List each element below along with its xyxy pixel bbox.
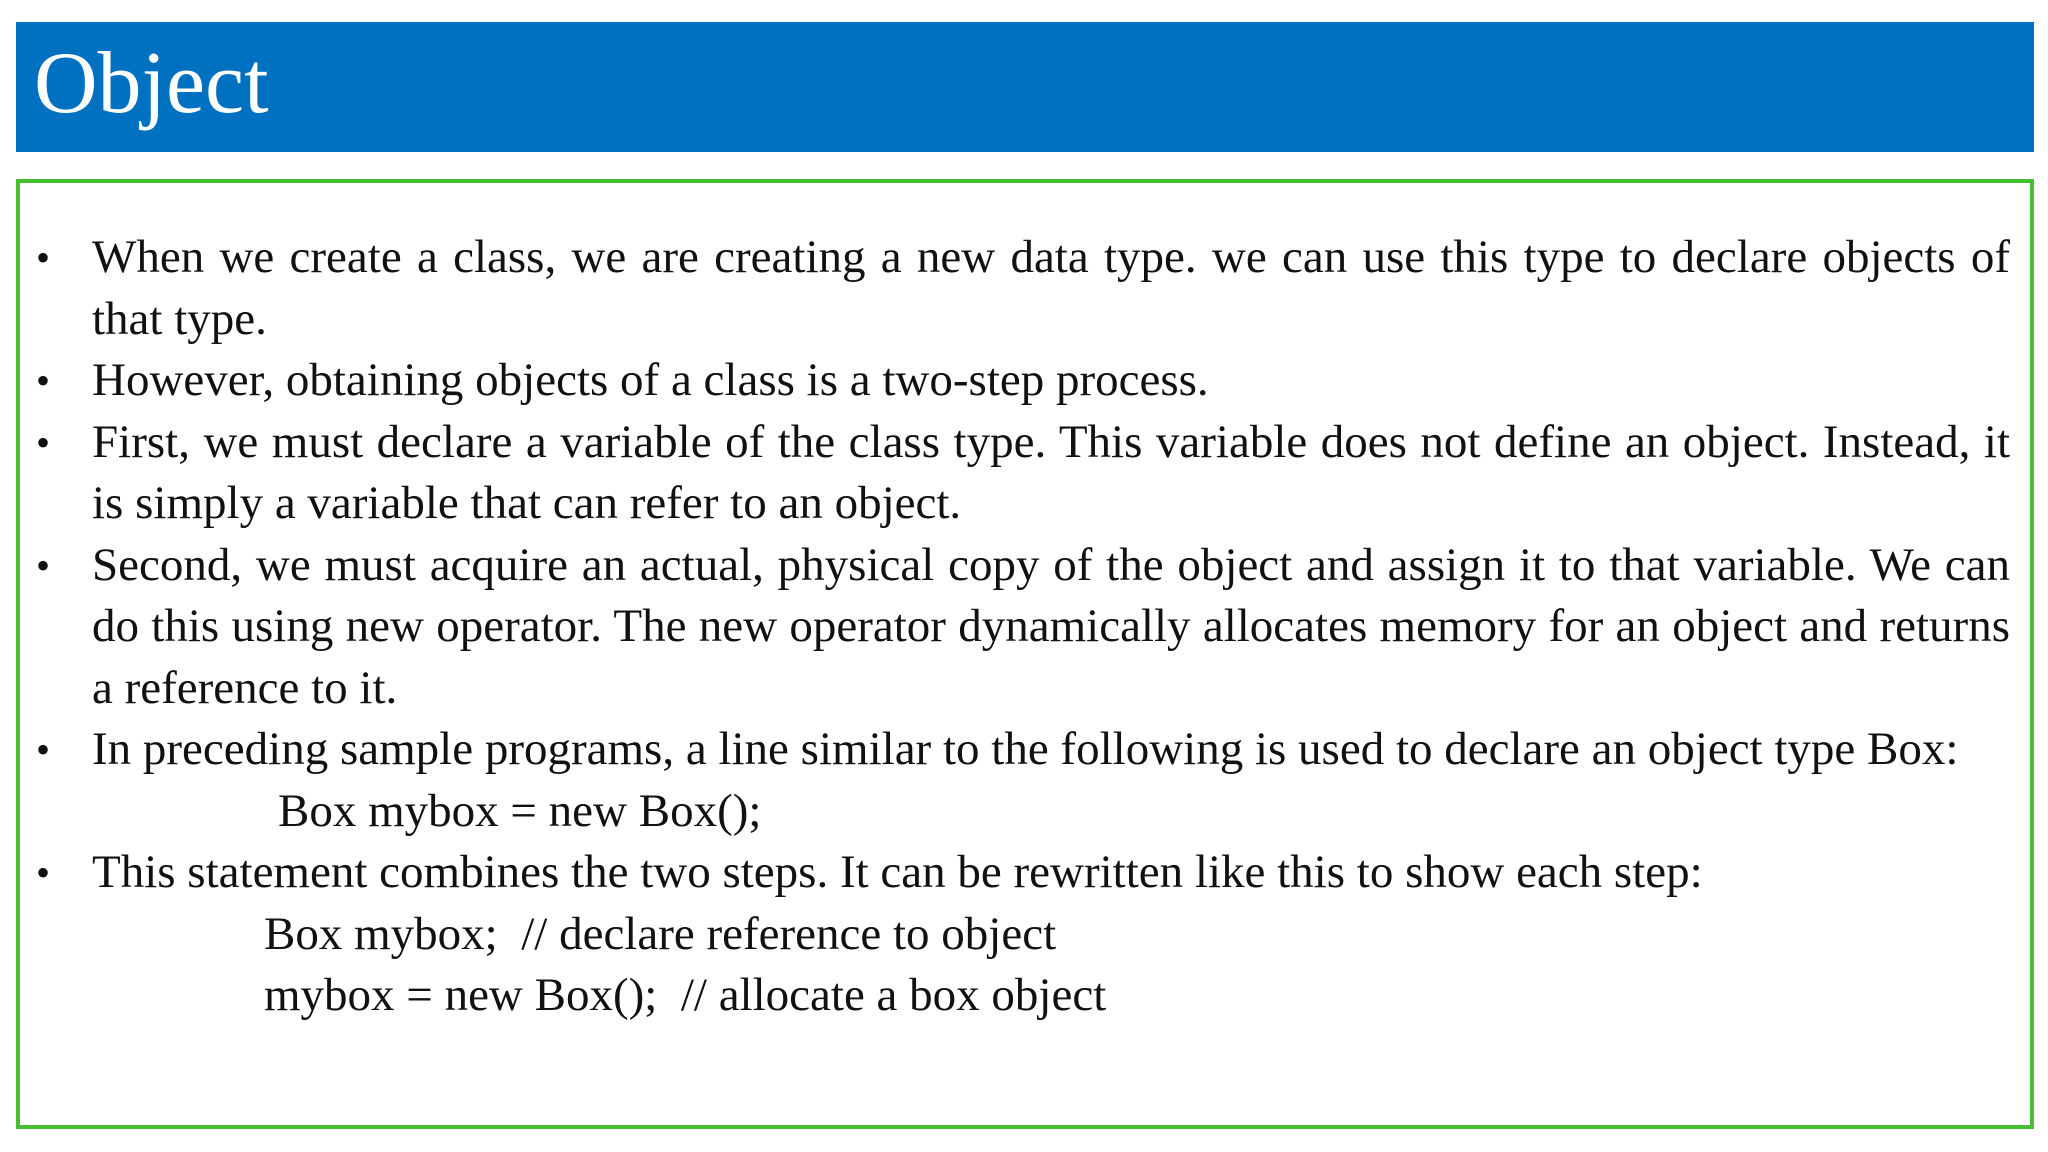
bullet-icon: • <box>36 235 51 280</box>
code-line: mybox = new Box(); // allocate a box object <box>264 969 1107 1021</box>
bullet-text: This statement combines the two steps. It can be rewritten like this to show each step: <box>92 846 1703 898</box>
bullet-item-create-class <box>20 227 2030 350</box>
bullet-item-two-step <box>20 350 2030 412</box>
bullet-icon: • <box>36 419 51 465</box>
code-line: Box mybox; // declare reference to object <box>264 907 1057 960</box>
bullet-text: When we create a class, we are creating a new data type. we can use this type to declare objects of that type. <box>92 231 2010 345</box>
title-bar <box>16 22 2034 152</box>
content-box <box>16 179 2034 1129</box>
bullet-item-second-step <box>20 535 2030 720</box>
bullet-item-combined-statement <box>20 842 2030 1027</box>
slide-title: Object <box>34 35 269 132</box>
bullet-icon: • <box>36 358 51 403</box>
bullet-icon: • <box>36 542 51 588</box>
bullet-text: In preceding sample programs, a line similar to the following is used to declare an object type Box: <box>92 723 1959 775</box>
bullet-icon: • <box>36 850 51 895</box>
bullet-item-sample-programs <box>20 719 2030 842</box>
bullet-text: First, we must declare a variable of the class type. This variable does not define an object. Instead, it is simply a variable that can refer to an object. <box>92 415 2010 529</box>
bullet-icon: • <box>36 727 51 772</box>
bullet-text: Second, we must acquire an actual, physical copy of the object and assign it to that variable. We can do this using new operator. The new operator dynamically allocates memory for an object and returns a reference to it. <box>92 538 2010 714</box>
bullet-text: However, obtaining objects of a class is a two-step process. <box>92 354 1209 406</box>
bullet-list <box>20 227 2030 1027</box>
bullet-item-first-step <box>20 412 2030 535</box>
code-line: Box mybox = new Box(); <box>278 784 762 837</box>
